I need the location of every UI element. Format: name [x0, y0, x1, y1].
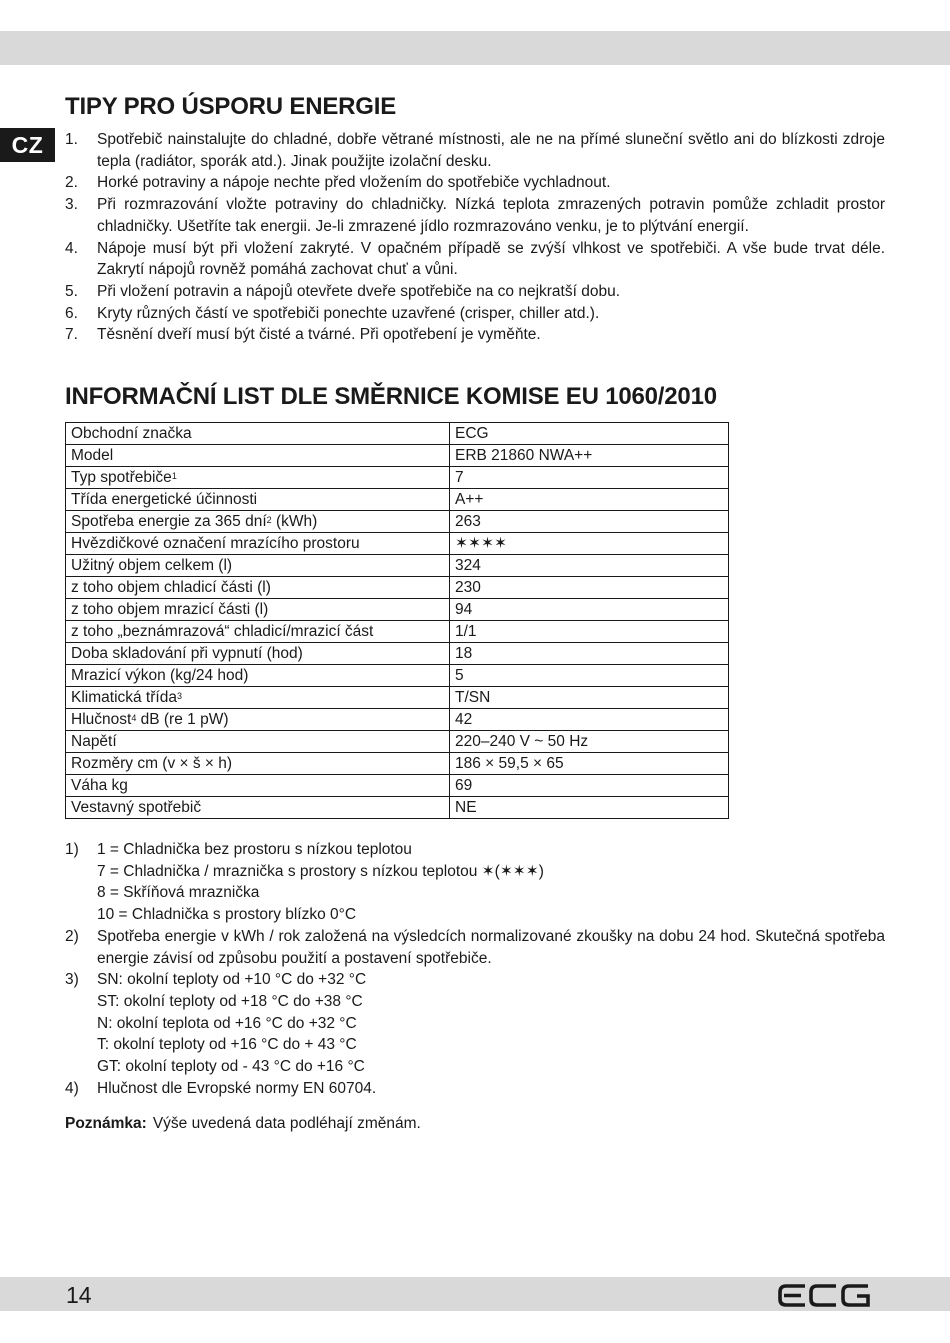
table-row — [66, 643, 729, 665]
row-label — [66, 489, 450, 511]
row-value: 42 — [450, 709, 729, 731]
row-label — [66, 577, 450, 599]
row-label-text: Vestavný spotřebič — [71, 798, 202, 816]
row-label — [66, 665, 450, 687]
row-label-suffix: dB (re 1 pW) — [136, 710, 229, 728]
row-label-text: Klimatická třída — [71, 688, 177, 706]
tips-list — [65, 129, 885, 346]
tip-number: 4. — [65, 239, 78, 257]
table-row — [66, 687, 729, 709]
footnote — [65, 926, 885, 969]
row-value: 94 — [450, 599, 729, 621]
tip-item — [65, 194, 885, 237]
table-row — [66, 599, 729, 621]
table-row — [66, 577, 729, 599]
row-label — [66, 467, 450, 489]
row-label — [66, 753, 450, 775]
row-label — [66, 511, 450, 533]
footnote-number: 2) — [65, 927, 79, 945]
page-content — [65, 92, 885, 1134]
row-label — [66, 599, 450, 621]
row-label-text: z toho objem chladicí části (l) — [71, 578, 271, 596]
row-label-suffix: (kWh) — [271, 512, 318, 530]
row-label — [66, 621, 450, 643]
footnote-line: 10 = Chladnička s prostory blízko 0°C — [97, 906, 357, 924]
table-row — [66, 423, 729, 445]
tip-number: 5. — [65, 282, 78, 300]
tip-text: Při rozmrazování vložte potraviny do chladničky. Nízká teplota zmrazených potravin pomůže zchladit prostor chladničky. Ušetříte tak energii. Je-li zmrazené jídlo rozmrazováno venku, je to plýtvání energií. — [97, 196, 885, 235]
row-value: 7 — [450, 467, 729, 489]
footnote-ref: 3 — [176, 690, 182, 701]
table-row — [66, 665, 729, 687]
info-title: INFORMAČNÍ LIST DLE SMĚRNICE KOMISE EU 1060/2010 — [65, 383, 717, 411]
footnote-number: 3) — [65, 971, 79, 989]
row-label — [66, 709, 450, 731]
row-value: T/SN — [450, 687, 729, 709]
tip-number: 1. — [65, 131, 78, 148]
footnote — [65, 969, 885, 1078]
footnote-line: 1 = Chladnička bez prostoru s nízkou teplotou — [97, 841, 412, 859]
table-row — [66, 489, 729, 511]
row-value: 263 — [450, 511, 729, 533]
table-row — [66, 709, 729, 731]
row-label-text: z toho objem mrazicí části (l) — [71, 600, 269, 618]
tip-text: Při vložení potravin a nápojů otevřete dveře spotřebiče na co nejkratší dobu. — [97, 282, 621, 300]
tip-item — [65, 172, 885, 194]
row-label — [66, 533, 450, 555]
footnote — [65, 839, 885, 926]
tip-item — [65, 129, 885, 172]
tip-text: Nápoje musí být při vložení zakryté. V opačném případě se zvýší vlhkost ve spotřebiči. A vše bude trvat déle. Zakrytí nápojů rovněž pomáhá zachovat chuť a vůni. — [97, 239, 885, 279]
table-row — [66, 731, 729, 753]
row-label — [66, 423, 450, 445]
row-value: ECG — [450, 423, 729, 445]
row-value: 186 × 59,5 × 65 — [450, 753, 729, 775]
note — [65, 1113, 885, 1134]
row-label-text: Typ spotřebiče — [71, 468, 172, 486]
row-value: 1/1 — [450, 621, 729, 643]
row-label-text: Obchodní značka — [71, 424, 192, 442]
table-row — [66, 533, 729, 555]
footnote-line: Spotřeba energie v kWh / rok založená na výsledcích normalizované zkoušky na dobu 24 hod. Skutečná spotřeba energie závisí od způsobu použití a postavení spotřebiče. — [97, 927, 885, 967]
tip-item — [65, 324, 885, 346]
row-label-text: Třída energetické účinnosti — [71, 490, 258, 508]
footnote-line: SN: okolní teploty od +10 °C do +32 °C — [97, 971, 367, 989]
table-row — [66, 775, 729, 797]
footnote-number: 4) — [65, 1079, 79, 1097]
row-label-text: Váha kg — [71, 776, 128, 794]
row-label-text: Užitný objem celkem (l) — [71, 556, 233, 574]
table-row — [66, 467, 729, 489]
info-table — [65, 422, 729, 819]
row-label-text: Rozměry cm (v × š × h) — [71, 754, 233, 772]
table-row — [66, 797, 729, 819]
row-value: 5 — [450, 665, 729, 687]
footnote-line: Hlučnost dle Evropské normy EN 60704. — [97, 1079, 377, 1097]
page-number: 14 — [66, 1282, 92, 1308]
row-value: 324 — [450, 555, 729, 577]
tip-number: 6. — [65, 304, 78, 322]
note-label: Poznámka: — [65, 1115, 147, 1133]
row-label-text: Mrazicí výkon (kg/24 hod) — [71, 666, 249, 684]
footnote-ref: 2 — [266, 514, 272, 525]
tip-text: Těsnění dveří musí být čisté a tvárné. Při opotřebení je vyměňte. — [97, 326, 541, 344]
row-label — [66, 687, 450, 709]
row-label — [66, 643, 450, 665]
table-row — [66, 621, 729, 643]
row-label — [66, 445, 450, 467]
footnote-line: N: okolní teplota od +16 °C do +32 °C — [97, 1014, 357, 1032]
tips-title: TIPY PRO ÚSPORU ENERGIE — [65, 93, 397, 120]
row-label-text: Hvězdičkové označení mrazícího prostoru — [71, 534, 360, 552]
tip-item — [65, 281, 885, 303]
note-text: Výše uvedená data podléhají změnám. — [152, 1115, 421, 1133]
tip-text: Kryty různých částí ve spotřebiči ponechte uzavřené (crisper, chiller atd.). — [97, 304, 600, 322]
header-bar — [0, 31, 950, 65]
row-label — [66, 555, 450, 577]
table-row — [66, 511, 729, 533]
tip-item — [65, 303, 885, 325]
tip-item — [65, 238, 885, 281]
row-label-text: Spotřeba energie za 365 dní — [71, 512, 267, 530]
row-label-text: Doba skladování při vypnutí (hod) — [71, 644, 303, 662]
table-row — [66, 753, 729, 775]
table-row — [66, 555, 729, 577]
tip-number: 3. — [65, 196, 78, 214]
table-row — [66, 445, 729, 467]
footnote-line: GT: okolní teploty od - 43 °C do +16 °C — [97, 1058, 365, 1076]
row-label — [66, 731, 450, 753]
row-value: 18 — [450, 643, 729, 665]
footnote-line: ST: okolní teploty od +18 °C do +38 °C — [97, 992, 363, 1010]
tip-text: Horké potraviny a nápoje nechte před vložením do spotřebiče vychladnout. — [97, 174, 611, 192]
row-label-text: z toho „beznámrazová“ chladicí/mrazicí část — [71, 622, 374, 640]
row-label — [66, 775, 450, 797]
footnote-number: 1) — [65, 841, 79, 859]
footnote-ref: 4 — [131, 712, 137, 723]
footnotes — [65, 839, 885, 1099]
footnote — [65, 1078, 885, 1100]
row-label-text: Hlučnost — [71, 710, 132, 728]
tip-text: Spotřebič nainstalujte do chladné, dobře větrané místnosti, ale ne na přímé sluneční světlo ani do blízkosti zdroje tepla (radiátor, sporák atd.). Jinak použijte izolační desku. — [97, 131, 885, 170]
language-tab: CZ — [0, 128, 55, 162]
row-label-text: Napětí — [71, 732, 117, 750]
row-value: 69 — [450, 775, 729, 797]
row-value: NE — [450, 797, 729, 819]
footnote-line: 7 = Chladnička / mraznička s prostory s nízkou teplotou ✶(✶✶✶) — [97, 862, 544, 880]
row-value: 230 — [450, 577, 729, 599]
row-value: A++ — [450, 489, 729, 511]
row-label-text: Model — [71, 446, 114, 464]
tip-number: 7. — [65, 326, 78, 344]
footnote-ref: 1 — [171, 470, 177, 481]
row-label — [66, 797, 450, 819]
row-value: ERB 21860 NWA++ — [450, 445, 729, 467]
ecg-logo — [778, 1283, 872, 1308]
footnote-line: T: okolní teploty od +16 °C do + 43 °C — [97, 1036, 357, 1054]
tip-number: 2. — [65, 174, 78, 192]
footnote-line: 8 = Skříňová mraznička — [97, 884, 260, 902]
row-value: 220–240 V ~ 50 Hz — [450, 731, 729, 753]
row-value: ✶✶✶✶ — [450, 533, 729, 555]
